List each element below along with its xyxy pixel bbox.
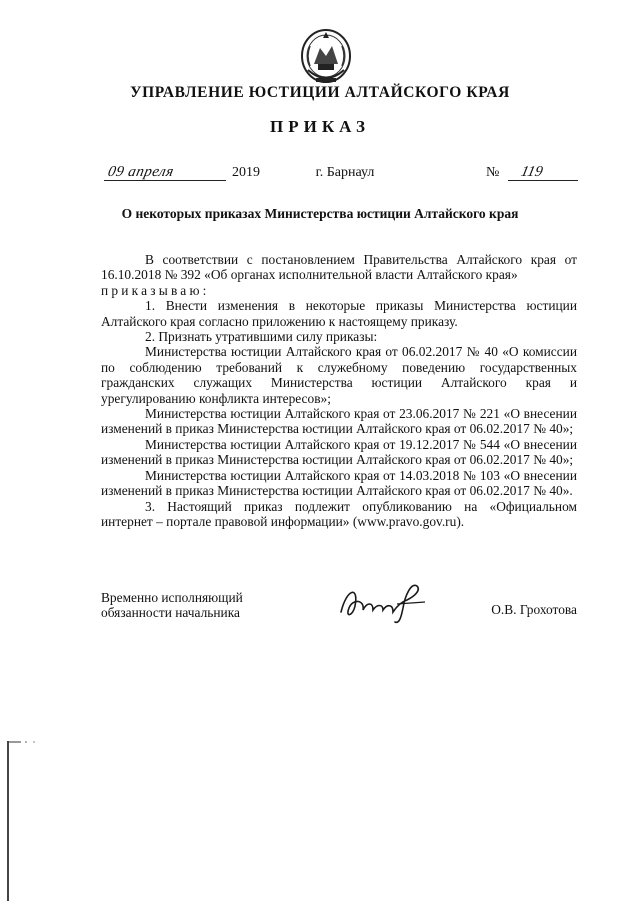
date-number-row — [0, 162, 640, 188]
repealed-order-b: Министерства юстиции Алтайского края от 23.06.2017 № 221 «О внесении изменений в приказ Министерства юстиции Алтайского края от 06.02.2017 № 40»; — [101, 406, 577, 437]
document-type: ПРИКАЗ — [270, 117, 370, 136]
repealed-order-c: Министерства юстиции Алтайского края от 19.12.2017 № 544 «О внесении изменений в приказ Министерства юстиции Алтайского края от 06.02.2017 № 40»; — [101, 436, 577, 468]
repealed-order-a: Министерства юстиции Алтайского края от 06.02.2017 № 40 «О комиссии по соблюдению требований к служебному поведению государственных гражданских служащих Министерства юстиции Алтайского края и урегулированию конфликта интересов»; — [101, 344, 577, 406]
signer-title: Временно исполняющий обязанности начальника — [101, 590, 243, 620]
number-underline — [508, 180, 578, 181]
signature-block — [101, 590, 577, 650]
preamble: В соответствии с постановлением Правительства Алтайского края от 16.10.2018 № 392 «Об органах исполнительной власти Алтайского края» — [101, 252, 577, 283]
handwritten-number: 119 — [519, 164, 545, 180]
handwritten-date: 09 апреля — [106, 164, 176, 180]
organization-name: УПРАВЛЕНИЕ ЮСТИЦИИ АЛТАЙСКОГО КРАЯ — [130, 84, 510, 101]
signer-name: О.В. Грохотова — [491, 602, 577, 617]
coat-of-arms-icon — [298, 26, 354, 90]
scan-artifact-line — [7, 741, 9, 901]
city: г. Барнаул — [315, 165, 375, 180]
item-1: 1. Внести изменения в некоторые приказы Министерства юстиции Алтайского края согласно приложению к настоящему приказу. — [101, 298, 577, 329]
scan-artifact-dash — [7, 740, 43, 748]
order-subject: О некоторых приказах Министерства юстиции Алтайского края — [121, 206, 519, 221]
item-3: 3. Настоящий приказ подлежит опубликованию на «Официальном интернет – портале правовой информации» (www.pravo.gov.ru). — [101, 498, 577, 529]
number-label: № — [486, 165, 500, 180]
repealed-order-d: Министерства юстиции Алтайского края от 14.03.2018 № 103 «О внесении изменений в приказ Министерства юстиции Алтайского края от 06.02.2017 № 40». — [101, 467, 577, 499]
handwritten-signature-icon — [337, 582, 429, 626]
order-word: приказываю: — [101, 282, 210, 298]
order-body — [101, 252, 577, 529]
year: 2019 — [232, 165, 260, 180]
item-2: 2. Признать утратившими силу приказы: — [145, 329, 378, 345]
